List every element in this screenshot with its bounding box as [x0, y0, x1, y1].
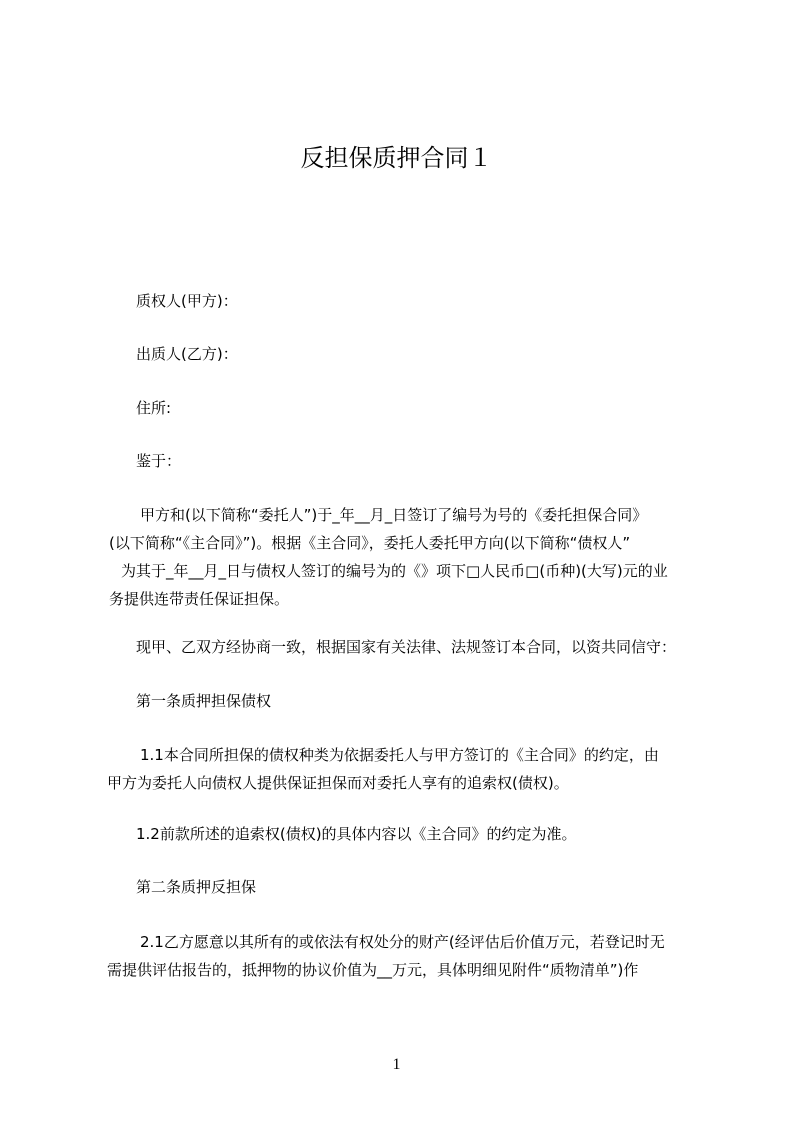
preamble-line-4: 务提供连带责任保证担保。 — [109, 590, 290, 608]
whereas-label: 鉴于： — [136, 452, 182, 470]
page-title: 反担保质押合同１ — [300, 144, 493, 172]
article-2-heading: 第二条质押反担保 — [136, 878, 257, 896]
address-field: 住所: — [136, 399, 172, 417]
preamble-paragraph — [107, 501, 707, 613]
agreement-statement: 现甲、乙双方经协商一致，根据国家有关法律、法规签订本合同，以资共同信守： — [136, 638, 677, 656]
page-number: 1 — [392, 1056, 401, 1073]
clause-2-1-line-1: 2.1乙方愿意以其所有的或依法有权处分的财产(经评估后价值万元，若登记时无 — [140, 933, 665, 951]
pledgee-field: 质权人(甲方)： — [136, 292, 238, 310]
clause-2-1 — [107, 928, 707, 984]
preamble-line-1: 甲方和(以下简称“委托人”)于_年__月_日签订了编号为号的《委托担保合同》 — [140, 506, 648, 524]
clause-1-1-line-2: 甲方为委托人向债权人提供保证担保而对委托人享有的追索权(债权)。 — [107, 774, 569, 792]
preamble-line-3: 为其于_年__月_日与债权人签订的编号为的《》项下□人民币□(币种)(大写)元的业 — [121, 562, 668, 580]
pledgor-field: 出质人(乙方)： — [136, 345, 238, 363]
preamble-line-2: (以下简称“《主合同》”)。根据《主合同》，委托人委托甲方向(以下简称“债权人” — [109, 534, 631, 552]
clause-1-1 — [107, 741, 707, 797]
clause-1-1-line-1: 1.1本合同所担保的债权种类为依据委托人与甲方签订的《主合同》的约定，由 — [140, 746, 659, 764]
clause-2-1-line-2: 需提供评估报告的，抵押物的协议价值为__万元，具体明细见附件“质物清单”)作 — [107, 961, 639, 979]
clause-1-2: 1.2前款所述的追索权(债权)的具体内容以《主合同》的约定为准。 — [136, 825, 577, 843]
article-1-heading: 第一条质押担保债权 — [136, 692, 272, 710]
